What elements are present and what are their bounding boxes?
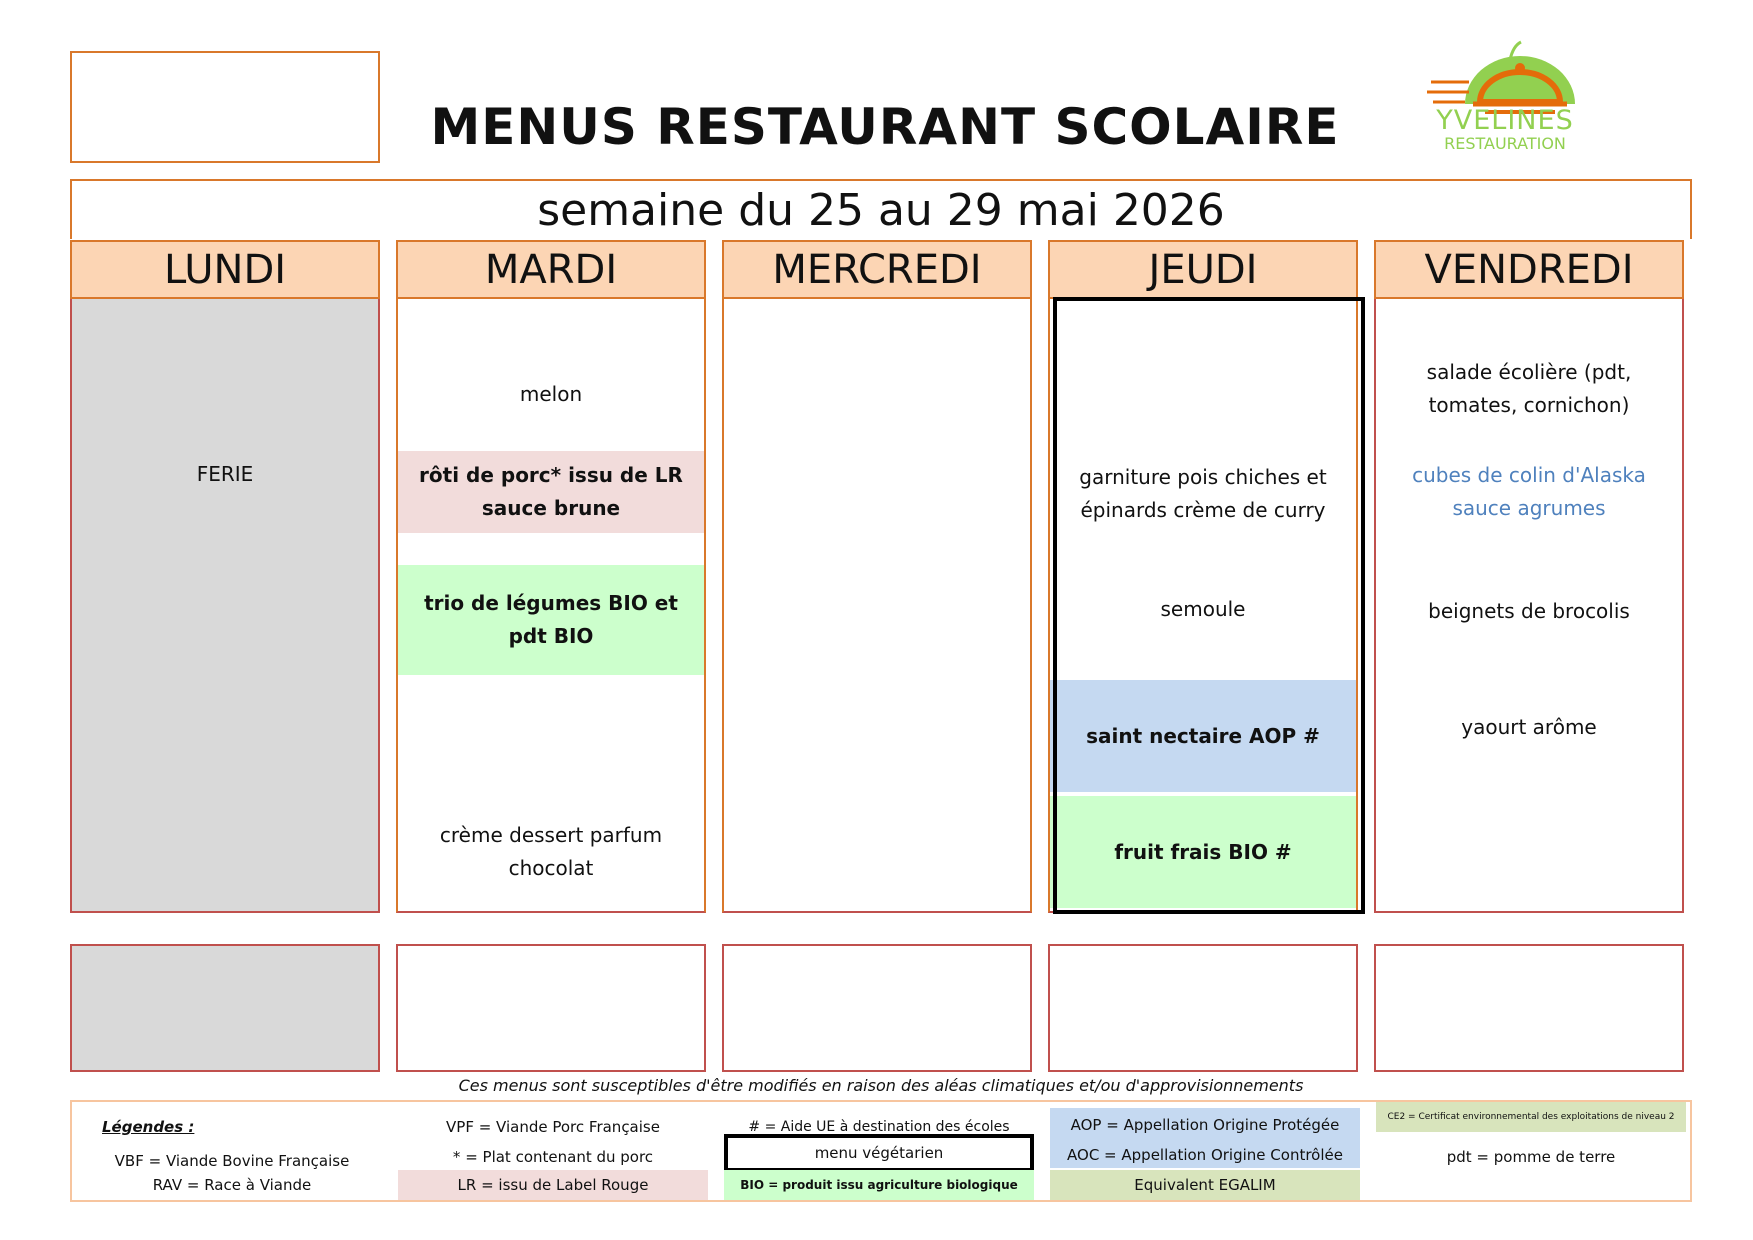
day-header-jeudi: JEUDI: [1048, 240, 1358, 299]
legend-vbf: VBF = Viande Bovine Française: [114, 1152, 350, 1170]
extra-cell-vendredi: [1374, 944, 1684, 1072]
legend-aide-ue: # = Aide UE à destination des écoles: [748, 1119, 1010, 1135]
legend-porc: * = Plat contenant du porc: [452, 1148, 654, 1166]
disclaimer-notice: Ces menus sont susceptibles d'être modifiés en raison des aléas climatiques et/ou d'approvisionnements: [458, 1076, 1304, 1095]
ferie-label: FERIE: [196, 461, 254, 486]
legend-label-rouge: LR = issu de Label Rouge: [398, 1170, 708, 1200]
logo-placeholder-box: [70, 51, 380, 163]
legend-aop: AOP = Appellation Origine Protégée: [1070, 1116, 1340, 1134]
legend-pdt: pdt = pomme de terre: [1446, 1148, 1616, 1166]
vendredi-entree: salade écolière (pdt, tomates, cornichon): [1426, 360, 1632, 417]
day-header-mercredi: MERCREDI: [722, 240, 1032, 299]
jeudi-plat: garniture pois chiches et épinards crème de curry: [1079, 465, 1327, 522]
page-title: MENUS RESTAURANT SCOLAIRE: [430, 98, 1340, 156]
logo-text-yvelines: YVELINES: [1436, 105, 1574, 136]
legend-ce2: CE2 = Certificat environnemental des exploitations de niveau 2: [1376, 1102, 1686, 1132]
jeudi-fromage: saint nectaire AOP #: [1050, 680, 1356, 792]
day-header-lundi: LUNDI: [70, 240, 380, 299]
legend-bio: BIO = produit issu agriculture biologique: [724, 1170, 1034, 1200]
week-range: semaine du 25 au 29 mai 2026: [70, 179, 1692, 239]
jeudi-dessert: fruit frais BIO #: [1050, 796, 1356, 908]
vendredi-dessert: yaourt arôme: [1461, 714, 1597, 739]
day-column-mercredi: [722, 299, 1032, 913]
legend-box: [70, 1100, 1692, 1202]
extra-cell-jeudi: [1048, 944, 1358, 1072]
vendredi-plat: cubes de colin d'Alaska sauce agrumes: [1412, 463, 1646, 520]
legend-heading: Légendes :: [102, 1118, 195, 1136]
day-column-lundi: [70, 299, 380, 913]
day-column-mardi: [396, 299, 706, 913]
extra-cell-lundi: [70, 944, 380, 1072]
logo-text-restauration: RESTAURATION: [1444, 134, 1566, 153]
mardi-dessert: crème dessert parfum chocolat: [439, 823, 663, 880]
vegetarian-menu-frame: [1053, 297, 1365, 914]
legend-vpf: VPF = Viande Porc Française: [446, 1118, 660, 1136]
jeudi-accompagnement: semoule: [1160, 596, 1246, 621]
legend-aoc: AOC = Appellation Origine Contrôlée: [1067, 1146, 1343, 1164]
legend-rav: RAV = Race à Viande: [152, 1176, 312, 1194]
mardi-plat: rôti de porc* issu de LR sauce brune: [398, 451, 704, 533]
day-header-vendredi: VENDREDI: [1374, 240, 1684, 299]
extra-cell-mardi: [396, 944, 706, 1072]
mardi-accompagnement: trio de légumes BIO et pdt BIO: [398, 565, 704, 675]
mardi-entree: melon: [519, 381, 583, 406]
day-header-mardi: MARDI: [396, 240, 706, 299]
day-column-vendredi: [1374, 299, 1684, 913]
extra-cell-mercredi: [722, 944, 1032, 1072]
legend-menu-vegetarien: menu végétarien: [724, 1134, 1034, 1172]
vendredi-accompagnement: beignets de brocolis: [1428, 598, 1630, 623]
legend-egalim: Equivalent EGALIM: [1050, 1170, 1360, 1200]
